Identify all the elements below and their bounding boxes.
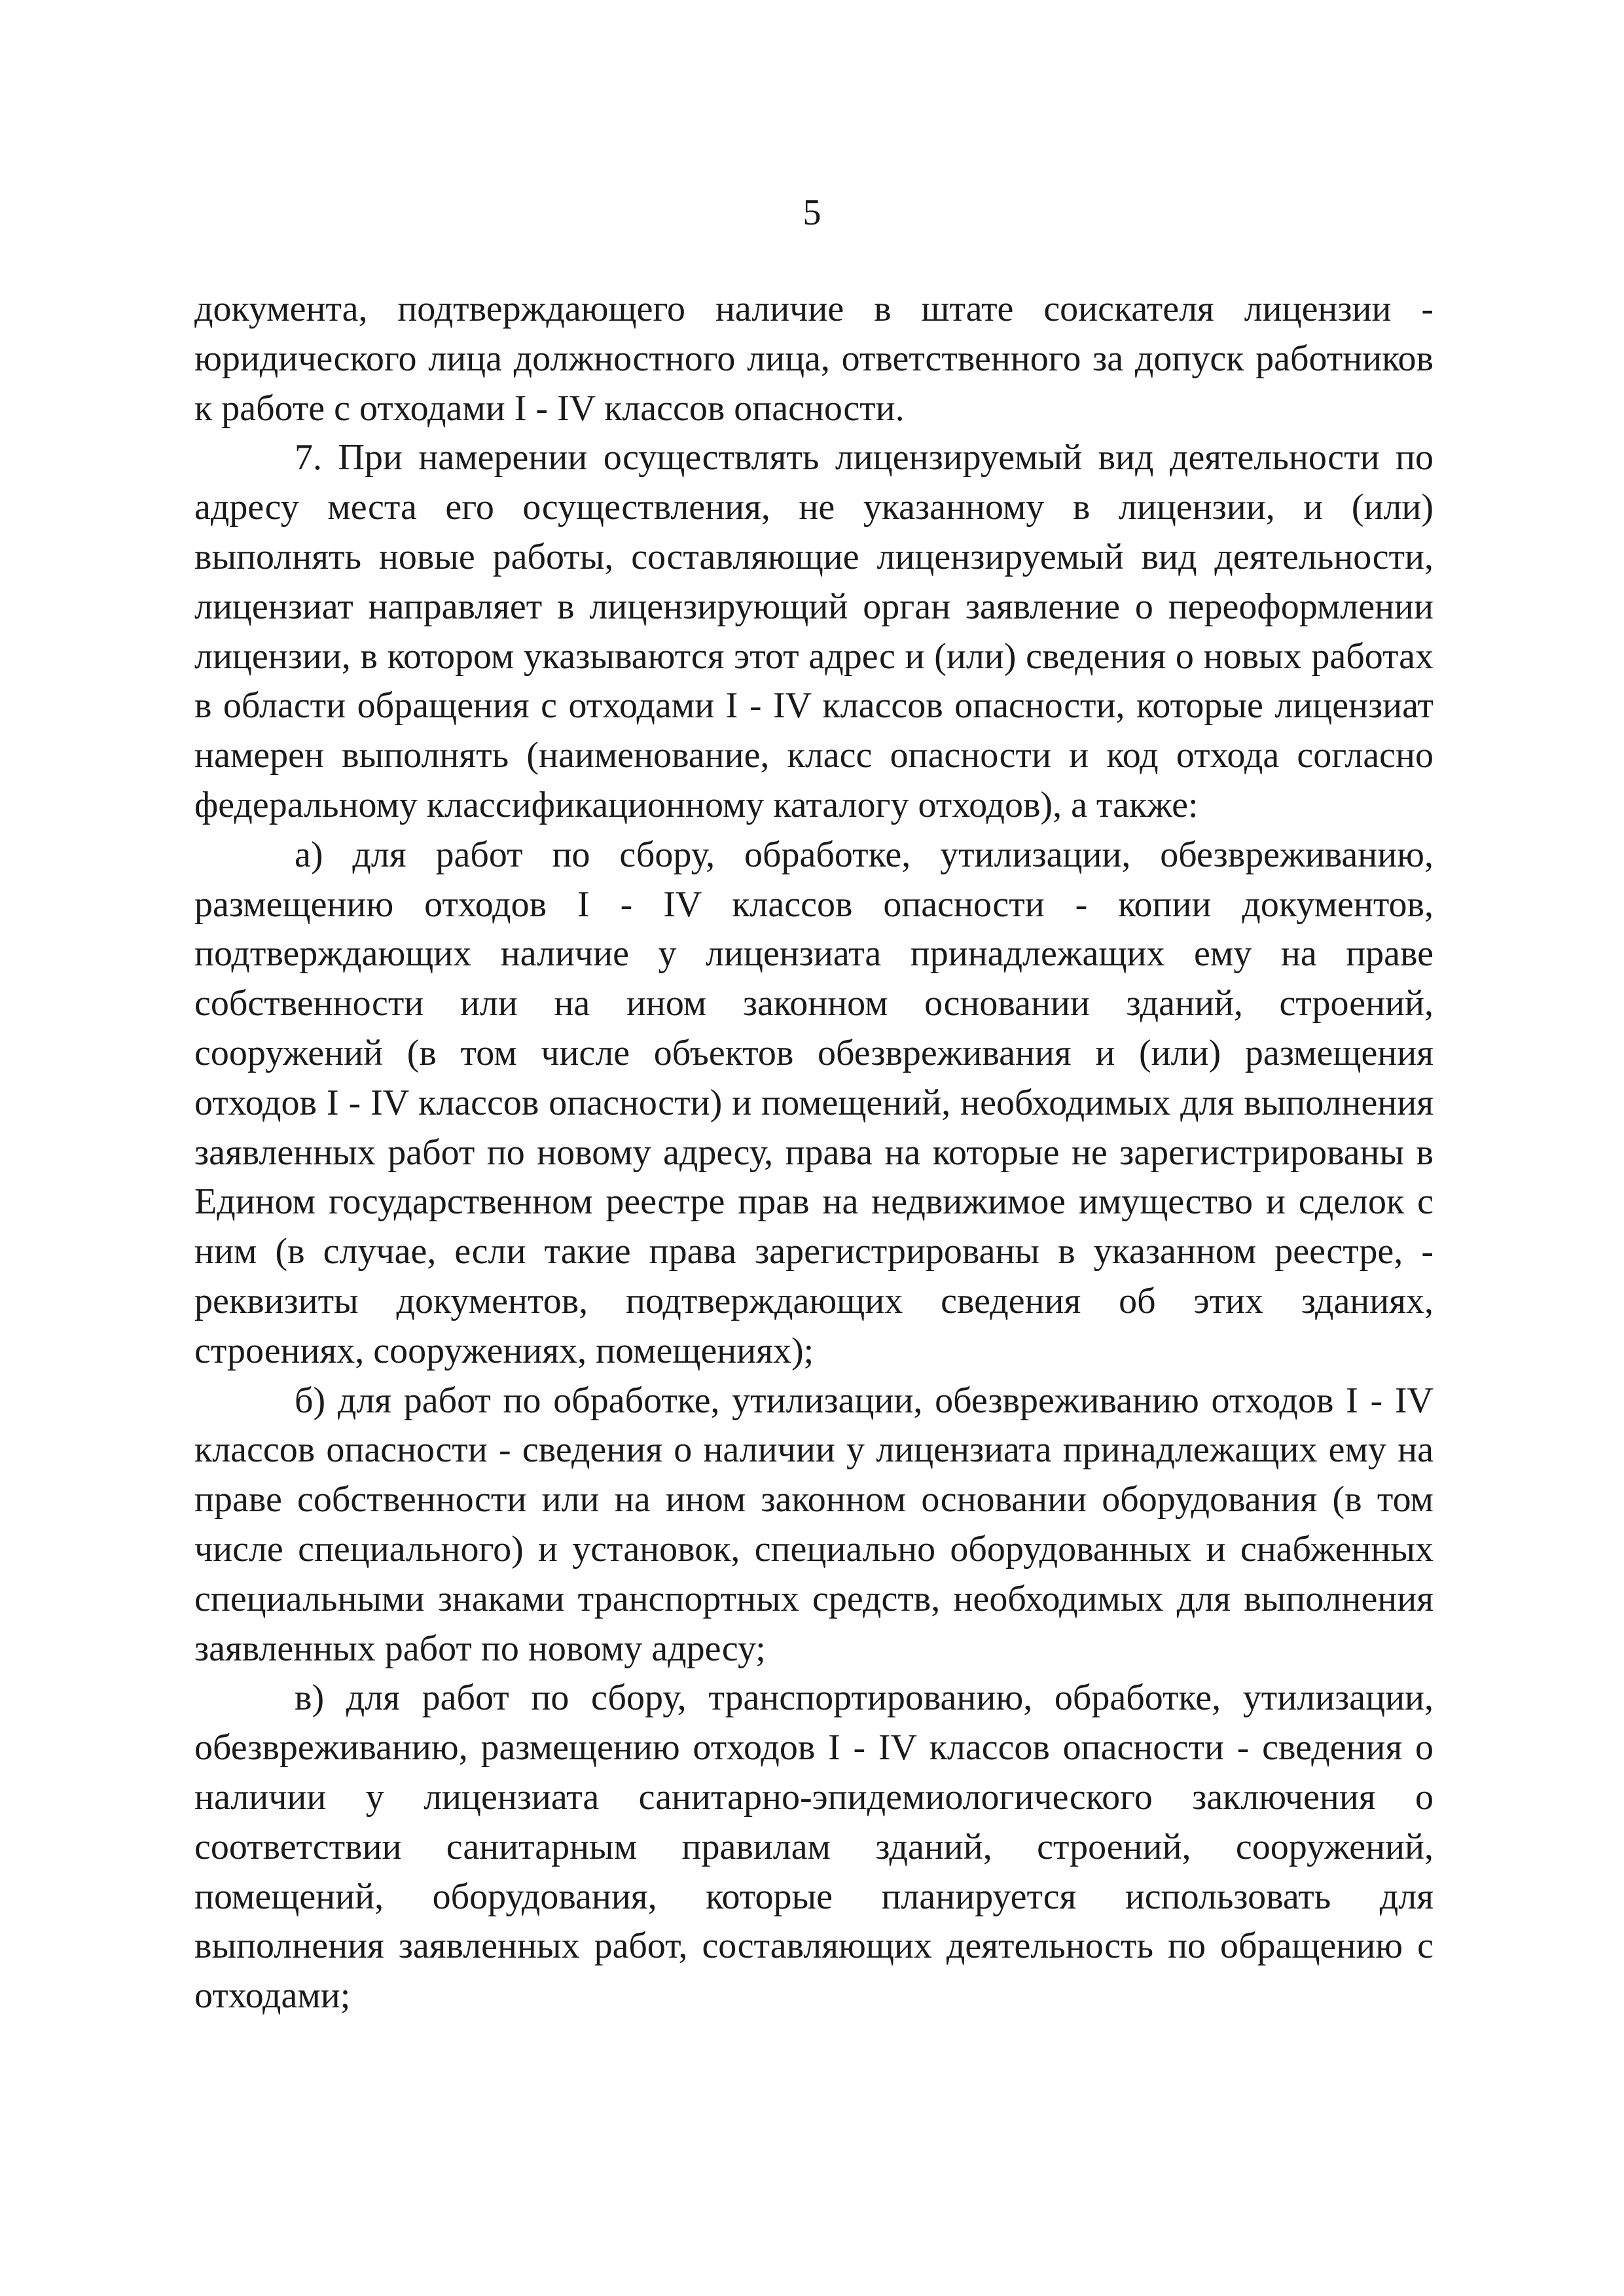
paragraph-subitem-v: в) для работ по сбору, транспортированию, обработке, утилизации, обезвреживанию, размещению отходов I - IV классов опасности - сведения о наличии у лицензиата санитарно-эпидемиологического заключения о соответствии санитарным правилам зданий, строений, сооружений, помещений, оборудования, которые планируется использовать для выполнения заявленных работ, составляющих деятельность по обращению с отходами; (194, 1677, 1434, 2017)
page-number: 5 (803, 192, 821, 233)
paragraph-subitem-a: а) для работ по сбору, обработке, утилизации, обезвреживанию, размещению отходов I - IV классов опасности - копии документов, подтверждающих наличие у лицензиата принадлежащих ему на праве собственности или на ином законном основании зданий, строений, сооружений (в том числе объектов обезвреживания и (или) размещения отходов I - IV классов опасности) и помещений, необходимых для выполнения заявленных работ по новому адресу, права на которые не зарегистрированы в Едином государственном реестре прав на недвижимое имущество и сделок с ним (в случае, если такие права зарегистрированы в указанном реестре, - реквизиты документов, подтверждающих сведения об этих зданиях, строениях, сооружениях, помещениях); (194, 834, 1434, 1371)
paragraph-item-7: 7. При намерении осуществлять лицензируемый вид деятельности по адресу места его осуществления, не указанному в лицензии, и (или) выполнять новые работы, составляющие лицензируемый вид деятельности, лицензиат направляет в лицензирующий орган заявление о переоформлении лицензии, в котором указываются этот адрес и (или) сведения о новых работах в области обращения с отходами I - IV классов опасности, которые лицензиат намерен выполнять (наименование, класс опасности и код отхода согласно федеральному классификационному каталогу отходов), а также: (194, 437, 1434, 825)
document-body (194, 285, 1434, 2021)
paragraph-subitem-b: б) для работ по обработке, утилизации, обезвреживанию отходов I - IV классов опасности - сведения о наличии у лицензиата принадлежащих ему на праве собственности или на ином законном основании оборудования (в том числе специального) и установок, специально оборудованных и снабженных специальными знаками транспортных средств, необходимых для выполнения заявленных работ по новому адресу; (194, 1380, 1434, 1669)
paragraph-continuation: документа, подтверждающего наличие в штате соискателя лицензии - юридического лица должностного лица, ответственного за допуск работников к работе с отходами I - IV классов опасности. (194, 289, 1434, 429)
